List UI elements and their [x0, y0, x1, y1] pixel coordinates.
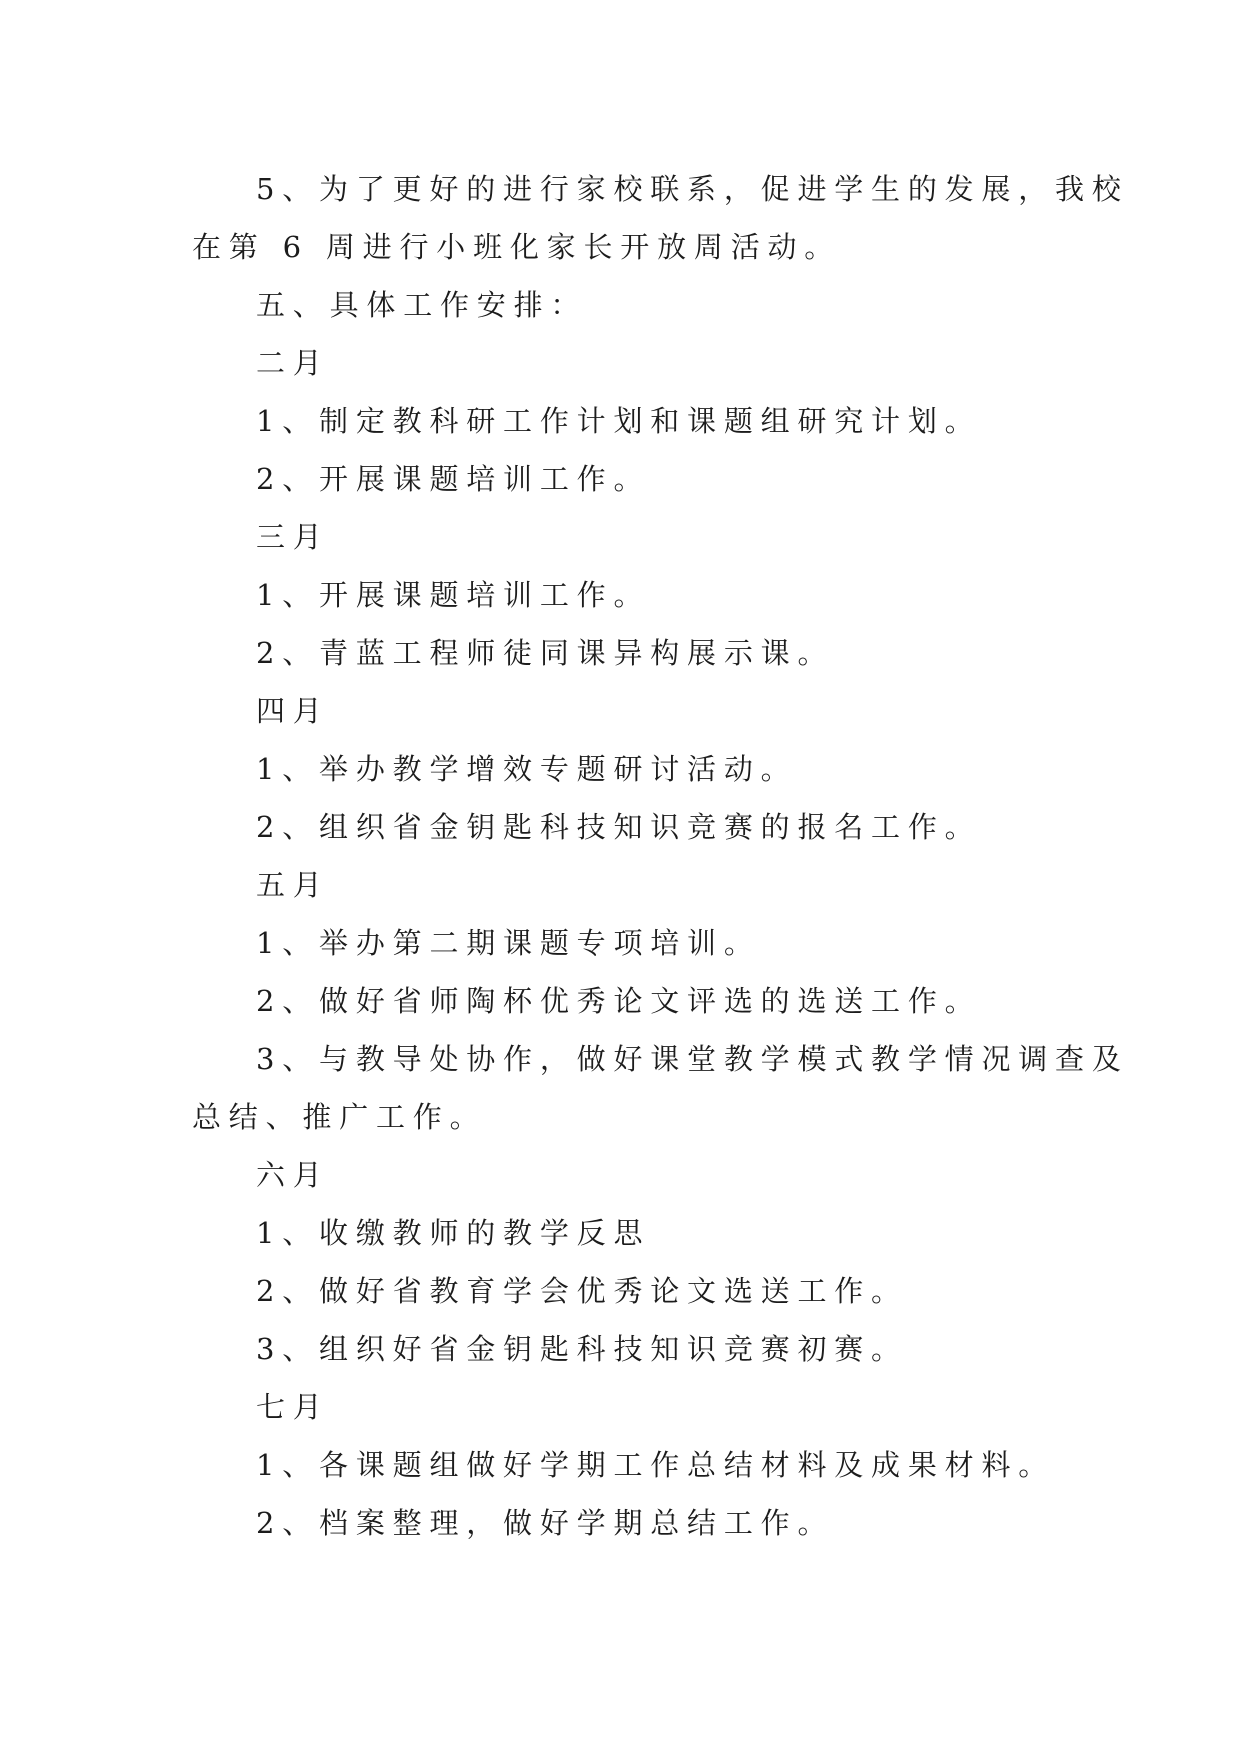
- document-body: [192, 160, 1129, 1552]
- list-item: 2、做好省师陶杯优秀论文评选的选送工作。: [256, 984, 982, 1018]
- list-item: 1、举办第二期课题专项培训。: [256, 926, 761, 960]
- list-item: 1、开展课题培训工作。: [256, 578, 651, 612]
- list-item: 3、与教导处协作，做好课堂教学模式教学情况调查及: [256, 1042, 1129, 1076]
- list-item: 1、举办教学增效专题研讨活动。: [256, 752, 798, 786]
- text-line: 在第 6 周进行小班化家长开放周活动。: [192, 230, 842, 264]
- list-item: 2、做好省教育学会优秀论文选送工作。: [256, 1274, 908, 1308]
- list-item: 2、组织省金钥匙科技知识竞赛的报名工作。: [256, 810, 982, 844]
- text-line: 总结、推广工作。: [192, 1100, 487, 1134]
- list-item: 1、各课题组做好学期工作总结材料及成果材料。: [256, 1448, 1056, 1482]
- list-item: 1、收缴教师的教学反思: [256, 1216, 651, 1250]
- list-item: 2、档案整理，做好学期总结工作。: [256, 1506, 835, 1540]
- month-heading: 四月: [256, 694, 330, 728]
- list-item: 2、开展课题培训工作。: [256, 462, 651, 496]
- list-item: 3、组织好省金钥匙科技知识竞赛初赛。: [256, 1332, 908, 1366]
- month-heading: 七月: [256, 1390, 330, 1424]
- text-line: 5、为了更好的进行家校联系，促进学生的发展，我校: [256, 172, 1129, 206]
- month-heading: 三月: [256, 520, 330, 554]
- section-heading: 五、具体工作安排：: [256, 288, 588, 322]
- month-heading: 五月: [256, 868, 330, 902]
- list-item: 1、制定教科研工作计划和课题组研究计划。: [256, 404, 982, 438]
- month-heading: 六月: [256, 1158, 330, 1192]
- list-item: 2、青蓝工程师徒同课异构展示课。: [256, 636, 835, 670]
- month-heading: 二月: [256, 346, 330, 380]
